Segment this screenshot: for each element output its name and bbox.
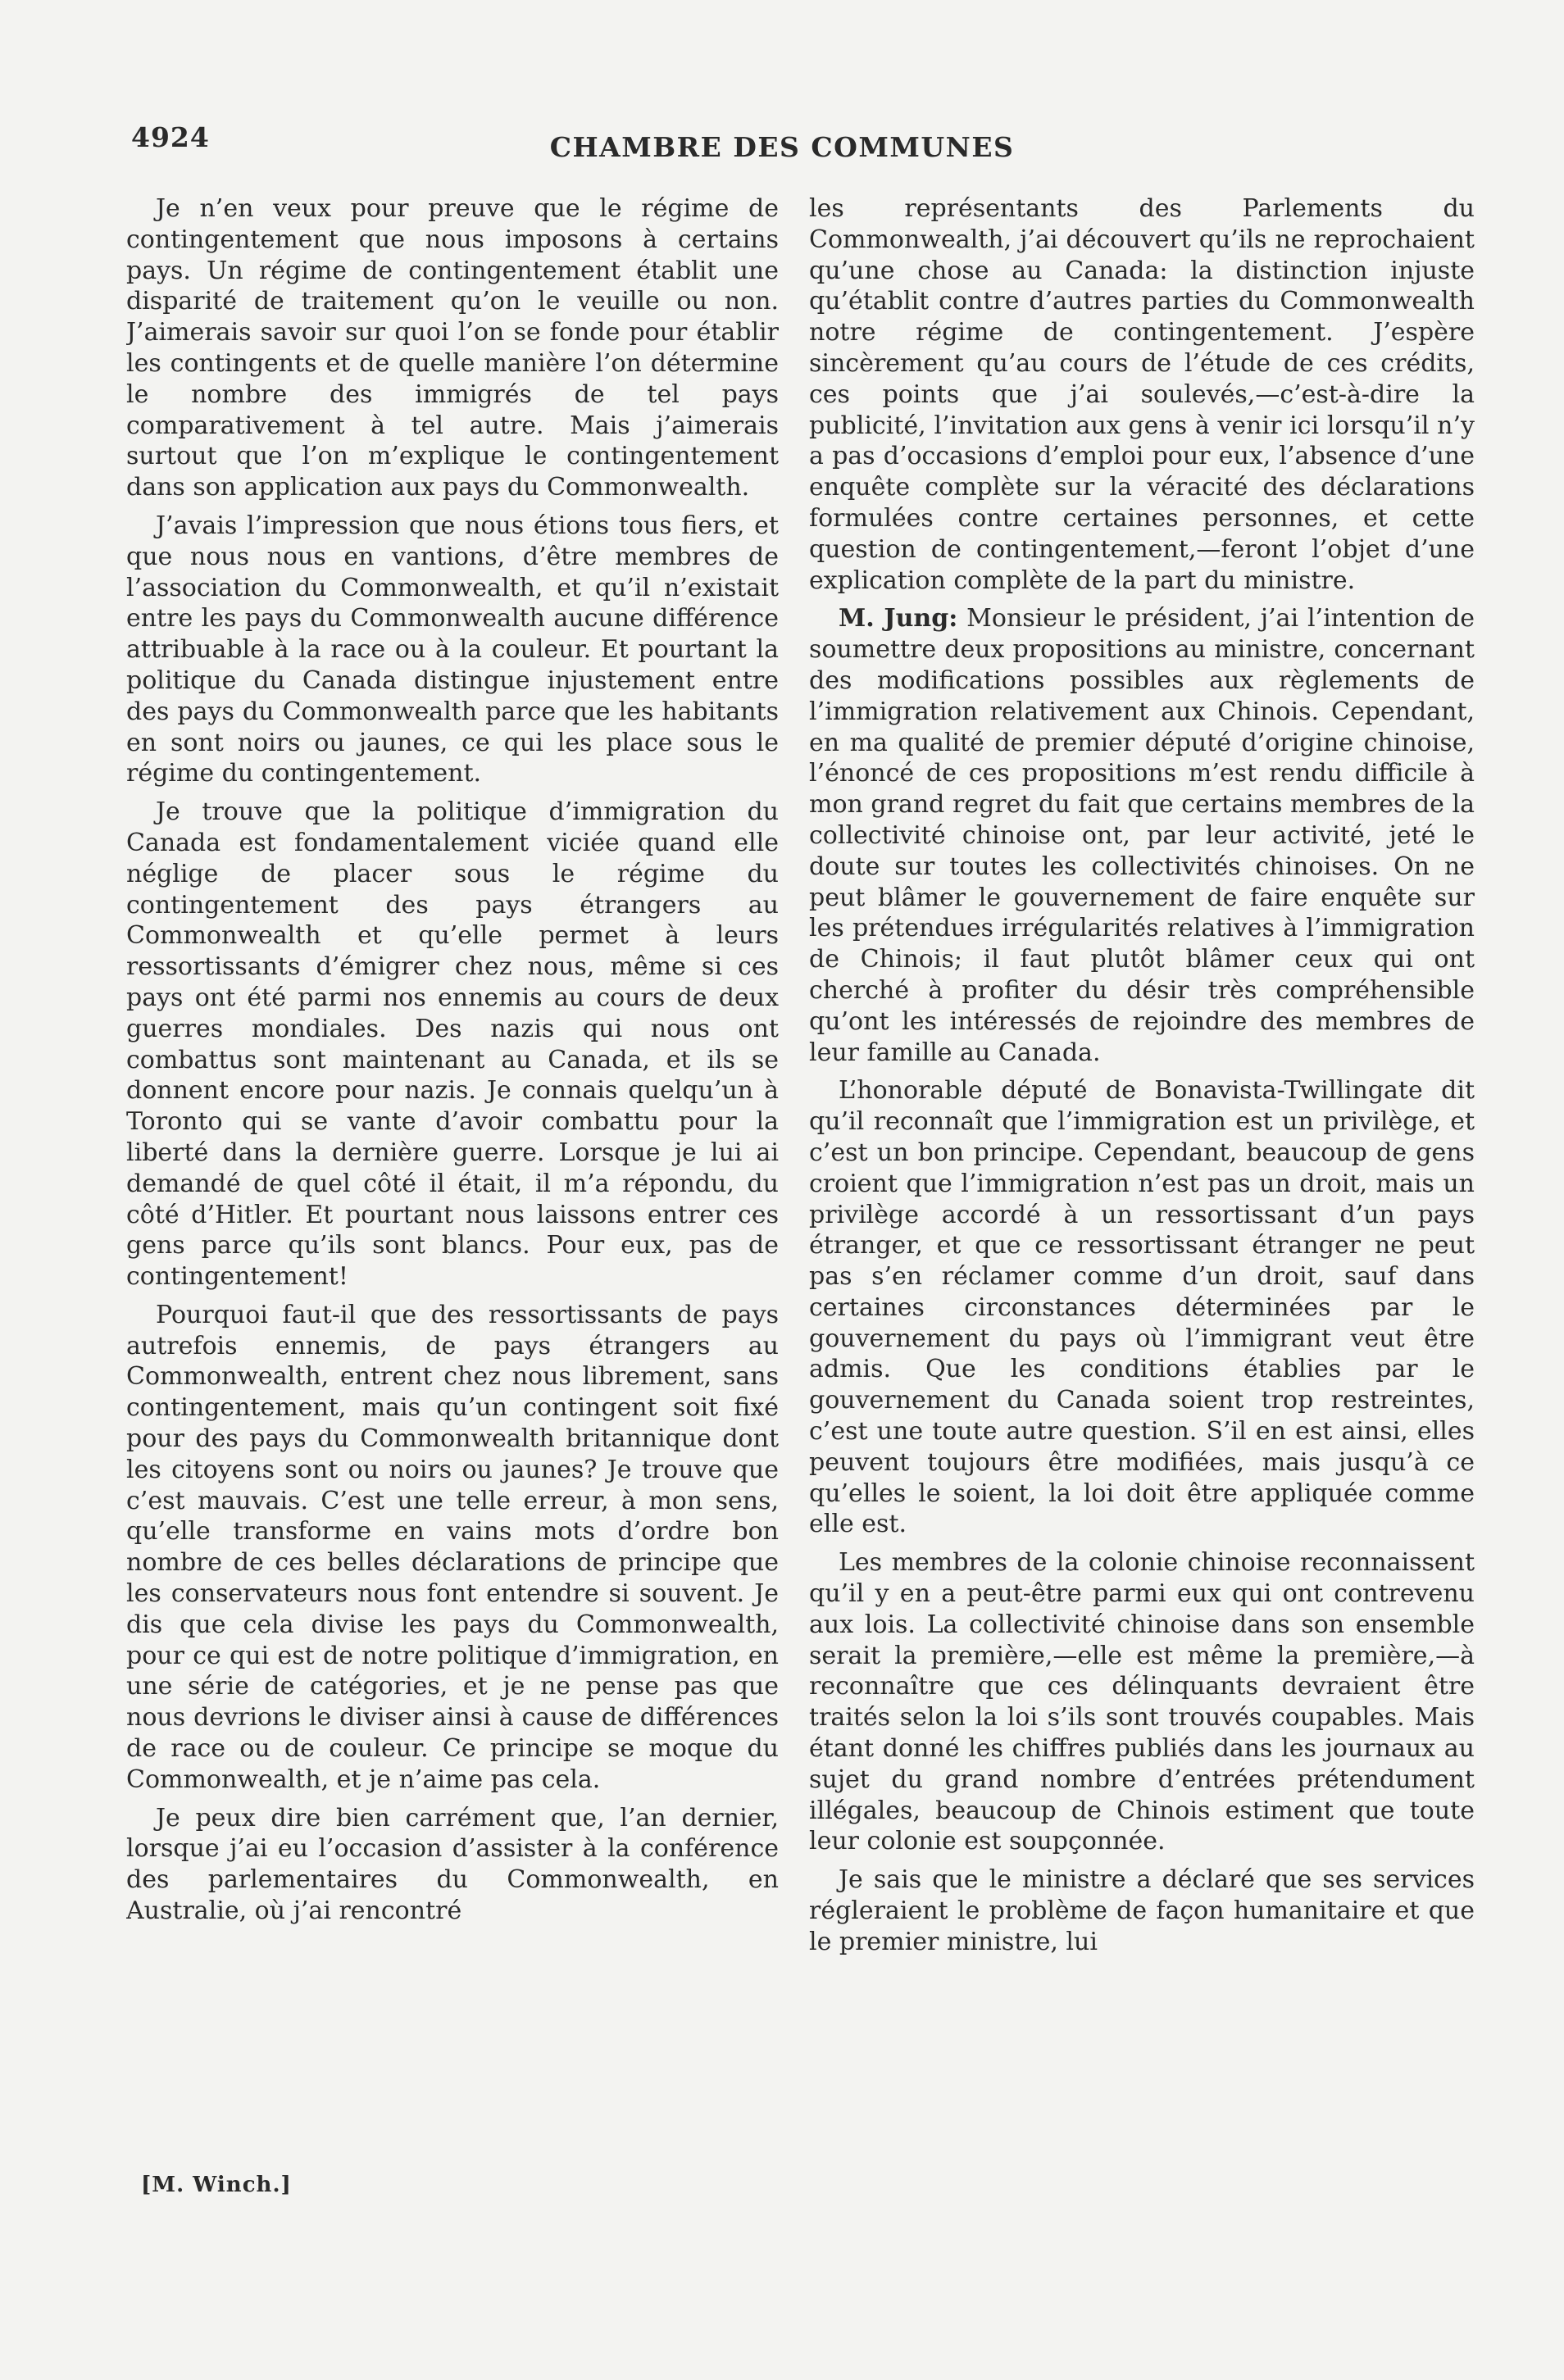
paragraph: les représentants des Parlements du Commonwealth, j’ai découvert qu’ils ne reprochaient qu’une chose au Canada: la distinction injuste qu’établit contre d’autres parties du Commonwealth notre régime de contingentement. J’espère sincèrement qu’au cours de l’étude de ces crédits, ces points que j’ai soulevés,—c’est-à-dire la publicité, l’invitation aux gens à venir ici lorsqu’il n’y a pas d’occasions d’emploi pour eux, l’absence d’une enquête complète sur la véracité des déclarations formulées contre certaines personnes, et cette question de contingentement,—feront l’objet d’une explication complète de la part du ministre. (809, 194, 1475, 595)
paragraph: Je trouve que la politique d’immigration du Canada est fondamentalement viciée quand elle néglige de placer sous le régime du contingentement des pays étrangers au Commonwealth et qu’elle permet à leurs ressortissants d’émigrer chez nous, même si ces pays ont été parmi nos ennemis au cours de deux guerres mondiales. Des nazis qui nous ont combattus sont maintenant au Canada, et ils se donnent encore pour nazis. Je connais quelqu’un à Toronto qui se vante d’avoir combattu pour la liberté dans la dernière guerre. Lorsque je lui ai demandé de quel côté il était, il m’a répondu, du côté d’Hitler. Et pourtant nous laissons entrer ces gens parce qu’ils sont blancs. Pour eux, pas de contingentement! (126, 797, 779, 1292)
speaker-name: M. Jung: (839, 604, 958, 634)
running-head: CHAMBRE DES COMMUNES (549, 131, 1015, 163)
paragraph: Je sais que le ministre a déclaré que ses services régleraient le problème de façon humanitaire et que le premier ministre, lui (809, 1865, 1475, 1956)
page-number: 4924 (131, 121, 210, 153)
paragraph: Je n’en veux pour preuve que le régime de contingentement que nous imposons à certains pays. Un régime de contingentement établit une disparité de traitement qu’on le veuille ou non. J’aimerais savoir sur quoi l’on se fonde pour établir les contingents et de quelle manière l’on détermine le nombre des immigrés de tel pays comparativement à tel autre. Mais j’aimerais surtout que l’on m’explique le contingentement dans son application aux pays du Commonwealth. (126, 194, 779, 502)
speaker-signature: [M. Winch.] (141, 2173, 292, 2197)
speech-text: Monsieur le président, j’ai l’intention de soumettre deux propositions au ministre, concernant des modifications possibles aux règlements de l’immigration relativement aux Chinois. Cependant, en ma qualité de premier député d’origine chinoise, l’énoncé de ces propositions m’est rendu difficile à mon grand regret du fait que certains membres de la collectivité chinoise ont, par leur activité, jeté le doute sur toutes les collectivités chinoises. On ne peut blâmer le gouvernement de faire enquête sur les prétendues irrégularités relatives à l’immigration de Chinois; il faut plutôt blâmer ceux qui ont cherché à profiter du désir très compréhensible qu’ont les intéressés de rejoindre des membres de leur famille au Canada. (809, 604, 1475, 1067)
right-column (809, 193, 1475, 2177)
paragraph: L’honorable député de Bonavista-Twillingate dit qu’il reconnaît que l’immigration est un privilège, et c’est un bon principe. Cependant, beaucoup de gens croient que l’immigration n’est pas un droit, mais un privilège accordé à un ressortissant d’un pays étranger, et que ce ressortissant étranger ne peut pas s’en réclamer comme d’un droit, sauf dans certaines circonstances déterminées par le gouvernement du pays où l’immigrant veut être admis. Que les conditions établies par le gouvernement du Canada soient trop restreintes, c’est une toute autre question. S’il en est ainsi, elles peuvent toujours être modifiées, mais jusqu’à ce qu’elles le soient, la loi doit être appliquée comme elle est. (809, 1076, 1475, 1539)
paragraph: Les membres de la colonie chinoise reconnaissent qu’il y en a peut-être parmi eux qui ont contrevenu aux lois. La collectivité chinoise dans son ensemble serait la première,—elle est même la première,—à reconnaître que ces délinquants devraient être traités selon la loi s’ils sont trouvés coupables. Mais étant donné les chiffres publiés dans les journaux au sujet du grand nombre d’entrées prétendument illégales, beaucoup de Chinois estiment que toute leur colonie est soupçonnée. (809, 1548, 1475, 1856)
left-column (126, 193, 779, 2177)
paragraph: Pourquoi faut-il que des ressortissants de pays autrefois ennemis, de pays étrangers au Commonwealth, entrent chez nous librement, sans contingentement, mais qu’un contingent soit fixé pour des pays du Commonwealth britannique dont les citoyens sont ou noirs ou jaunes? Je trouve que c’est mauvais. C’est une telle erreur, à mon sens, qu’elle transforme en vains mots d’ordre bon nombre de ces belles déclarations de principe que les conservateurs nous font entendre si souvent. Je dis que cela divise les pays du Commonwealth, pour ce qui est de notre politique d’immigration, en une série de catégories, et je ne pense pas que nous devrions le diviser ainsi à cause de différences de race ou de couleur. Ce principe se moque du Commonwealth, et je n’aime pas cela. (126, 1300, 779, 1794)
paragraph: Je peux dire bien carrément que, l’an dernier, lorsque j’ai eu l’occasion d’assister à la conférence des parlementaires du Commonwealth, en Australie, où j’ai rencontré (126, 1803, 779, 1926)
paragraph (809, 603, 1475, 1068)
paragraph: J’avais l’impression que nous étions tous fiers, et que nous nous en vantions, d’être membres de l’association du Commonwealth, et qu’il n’existait entre les pays du Commonwealth aucune différence attribuable à la race ou à la couleur. Et pourtant la politique du Canada distingue injustement entre des pays du Commonwealth parce que les habitants en sont noirs ou jaunes, ce qui les place sous le régime du contingentement. (126, 511, 779, 788)
